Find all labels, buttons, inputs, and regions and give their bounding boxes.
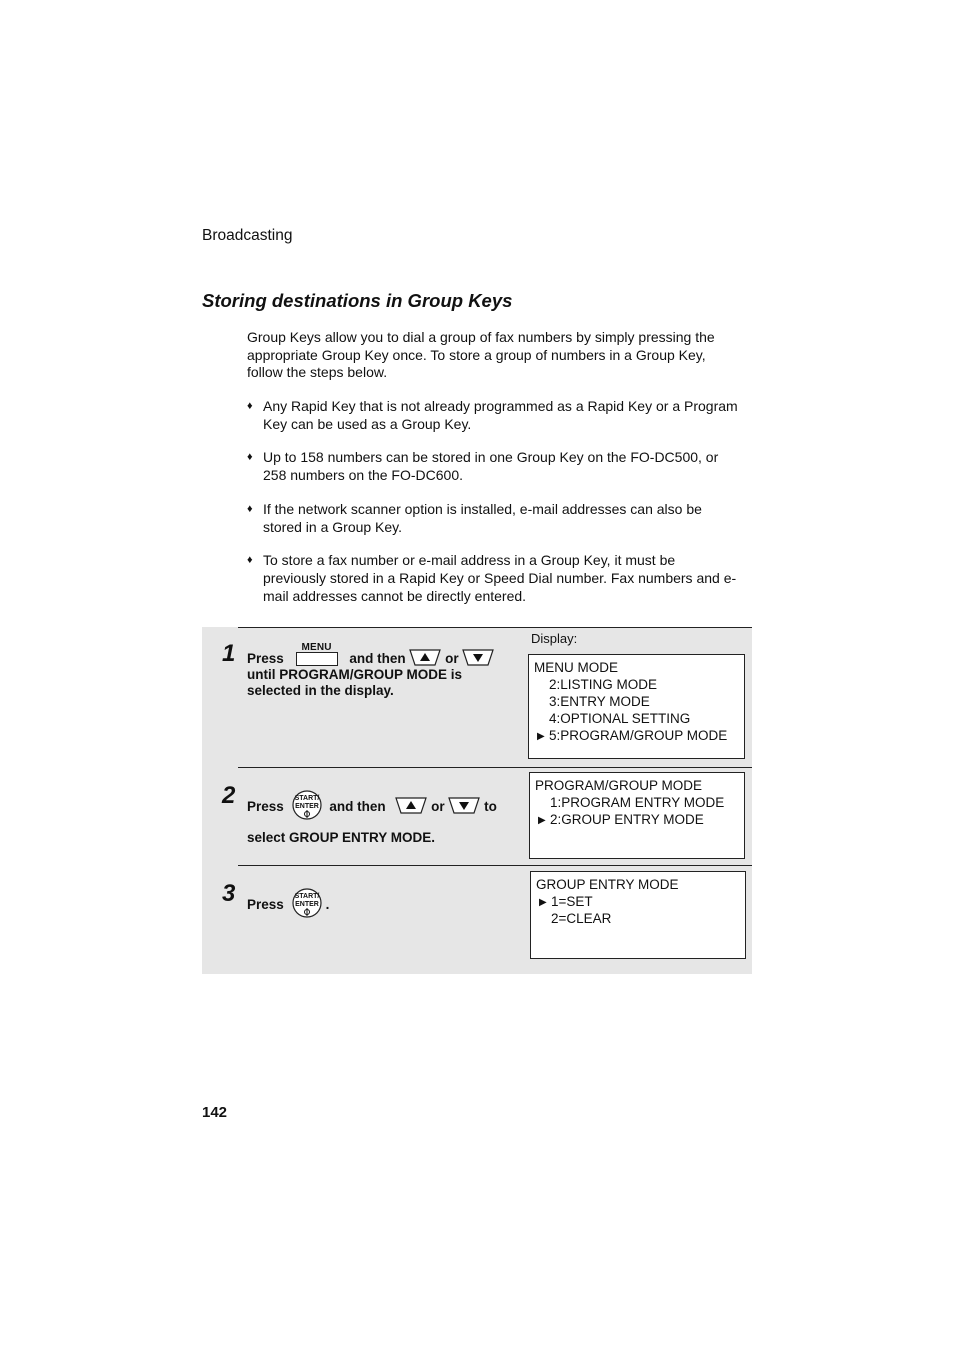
- menu-key-icon: [296, 642, 338, 666]
- bullet-item: [247, 551, 742, 605]
- intro-paragraph: Group Keys allow you to dial a group of fax numbers by simply pressing the appropriate Group Key once. To store a group of numbers in a Group Key, follow the steps below.: [247, 329, 715, 380]
- lcd-display-1: [528, 654, 745, 759]
- period-label: .: [325, 897, 330, 912]
- press-label: Press: [247, 799, 284, 814]
- divider: [238, 767, 752, 768]
- start-key-top-label: START/: [294, 795, 319, 802]
- bullet-item: [247, 448, 742, 484]
- up-arrow-key-icon: [409, 648, 441, 667]
- start-key-top-label: START/: [294, 893, 319, 900]
- lcd-line-text: 5:PROGRAM/GROUP MODE: [549, 728, 728, 743]
- lcd-display-3: [530, 871, 746, 959]
- or-label: or: [431, 799, 445, 814]
- press-label: Press: [247, 897, 284, 912]
- up-arrow-key-icon: [395, 796, 427, 815]
- lcd-line-text: 1=SET: [551, 894, 593, 909]
- bullet-item: [247, 397, 742, 433]
- bullet-diamond-icon: ♦: [247, 400, 253, 412]
- page-number: 142: [202, 1104, 228, 1121]
- lcd-line: 1:PROGRAM ENTRY MODE: [550, 795, 725, 810]
- step-number: 3: [222, 880, 236, 907]
- step-2-line2: select GROUP ENTRY MODE.: [247, 830, 436, 845]
- lcd-line-selected: [536, 893, 740, 910]
- divider: [238, 865, 752, 866]
- lcd-line-selected: [534, 727, 739, 744]
- step-number: 2: [222, 782, 236, 809]
- pointer-icon: ▶: [539, 897, 547, 908]
- down-arrow-key-icon: [462, 648, 494, 667]
- lcd-line: 2:LISTING MODE: [549, 677, 658, 692]
- lcd-line: PROGRAM/GROUP MODE: [535, 778, 703, 793]
- step-number: 1: [222, 640, 236, 667]
- bullet-text: If the network scanner option is installed, e-mail addresses can also be stored in a Group Key.: [263, 501, 702, 535]
- and-then-label: and then: [349, 651, 406, 666]
- display-label: Display:: [531, 631, 578, 646]
- lcd-display-2: [529, 772, 745, 859]
- lcd-line-selected: [535, 811, 739, 828]
- divider: [238, 627, 752, 628]
- start-enter-key-icon: [288, 888, 326, 918]
- lcd-line: 2=CLEAR: [551, 911, 612, 926]
- start-key-bottom-label: ENTER: [294, 901, 319, 908]
- to-label: to: [484, 799, 497, 814]
- bullet-text: Any Rapid Key that is not already programmed as a Rapid Key or a Program Key can be used as a Group Key.: [263, 398, 738, 432]
- press-label: Press: [247, 651, 284, 666]
- bullet-diamond-icon: ♦: [247, 503, 253, 515]
- step-1-line3: selected in the display.: [247, 683, 394, 698]
- step-1-instruction: [247, 642, 494, 699]
- pointer-icon: ▶: [538, 815, 546, 826]
- start-enter-key-icon: [288, 790, 326, 820]
- menu-key-label: MENU: [301, 642, 332, 653]
- bullet-item: [247, 500, 742, 536]
- down-arrow-key-icon: [448, 796, 480, 815]
- and-then-label: and then: [329, 799, 386, 814]
- lcd-line: MENU MODE: [534, 660, 618, 675]
- lcd-line: GROUP ENTRY MODE: [536, 877, 679, 892]
- lcd-line: 3:ENTRY MODE: [549, 694, 650, 709]
- bullet-text: To store a fax number or e-mail address in a Group Key, it must be previously stored in a Rapid Key or Speed Dial number. Fax numbers and e-mail addresses cannot be directly entered.: [263, 552, 737, 604]
- bullet-text: Up to 158 numbers can be stored in one Group Key on the FO-DC500, or 258 numbers on the FO-DC600.: [263, 449, 719, 483]
- step-2-instruction: [247, 790, 497, 846]
- or-label: or: [445, 651, 459, 666]
- page-title: Storing destinations in Group Keys: [202, 290, 513, 311]
- lcd-line: 4:OPTIONAL SETTING: [549, 711, 691, 726]
- pointer-icon: ▶: [537, 731, 545, 742]
- bullet-diamond-icon: ♦: [247, 451, 253, 463]
- lcd-line-text: 2:GROUP ENTRY MODE: [550, 812, 704, 827]
- bullet-diamond-icon: ♦: [247, 554, 253, 566]
- step-1-line2: until PROGRAM/GROUP MODE is: [247, 667, 463, 682]
- start-key-bottom-label: ENTER: [294, 803, 319, 810]
- step-3-instruction: [247, 888, 329, 918]
- section-header: Broadcasting: [202, 227, 293, 244]
